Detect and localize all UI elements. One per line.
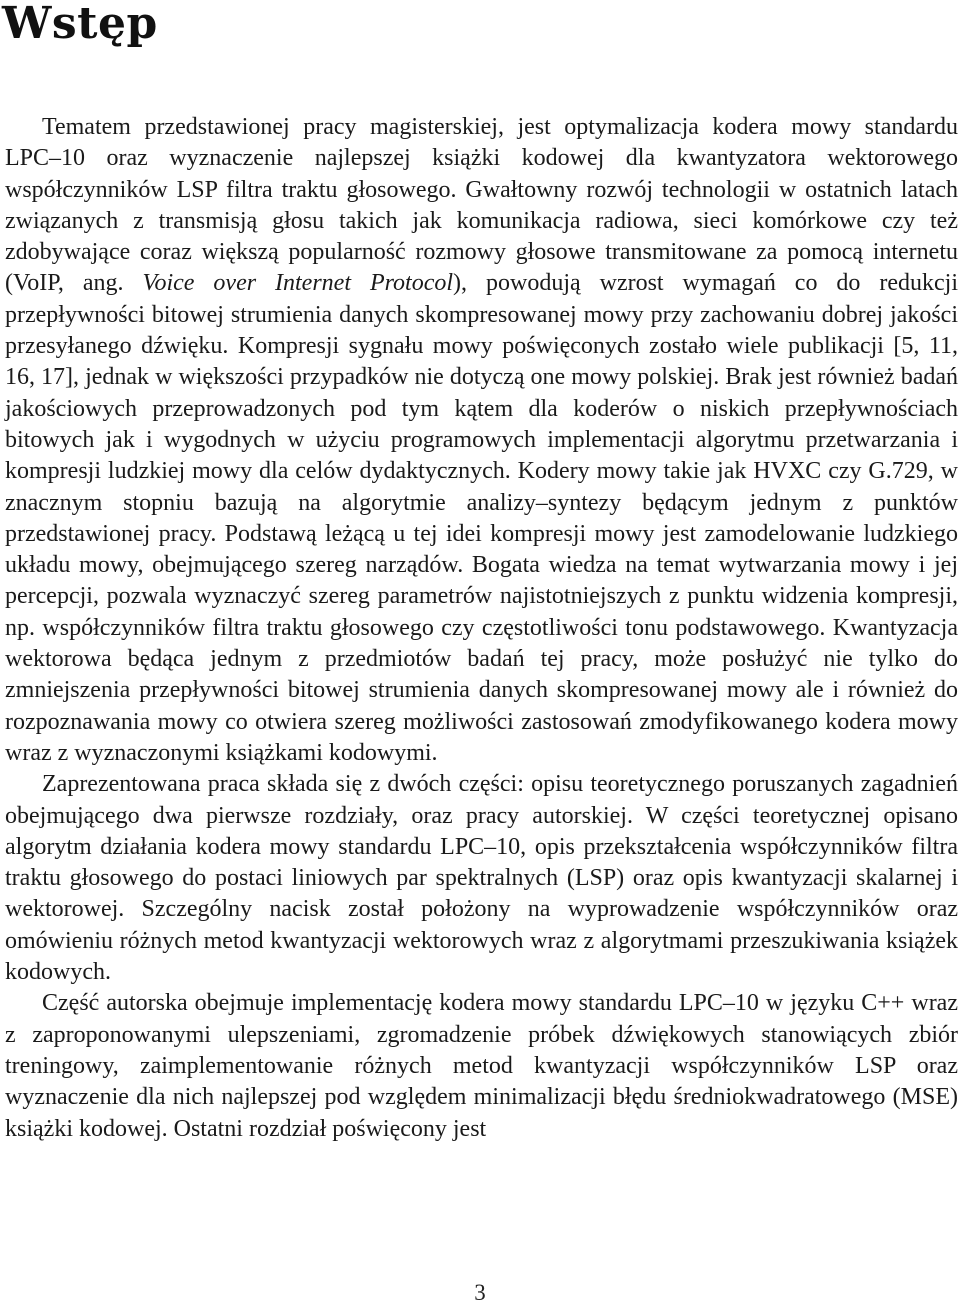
text-run: Część autorska obejmuje implementację kodera mowy standardu LPC–10 w języku C++ wraz z zaproponowanymi ulepszeniami, zgromadzenie próbek dźwiękowych stanowiących zbiór treningowy, zaimplementowanie różnych metod kwantyzacji współczynników LSP oraz wyznaczenie dla nich najlepszej pod względem minimalizacji błędu średniokwadratowego (MSE) książki kodowej. Ostatni rozdział poświęcony jest — [5, 990, 958, 1142]
chapter-title: Wstęp — [2, 0, 158, 49]
paragraph-2 — [5, 769, 958, 988]
page-number: 3 — [474, 1280, 486, 1305]
text-run: Tematem przedstawionej pracy magisterskiej, jest optymalizacja kodera mowy standardu LPC–10 oraz wyznaczenie najlepszej książki kodowej dla kwantyzatora wektorowego współczynników LSP filtra traktu głosowego. Gwałtowny rozwój technologii w ostatnich latach związanych z transmisją głosu takich jak komunikacja radiowa, sieci komórkowe czy też zdobywające coraz większą popularność rozmowy głosowe transmitowane za pomocą internetu (VoIP, ang. — [5, 114, 958, 297]
paragraph-1 — [5, 112, 958, 769]
text-run: Zaprezentowana praca składa się z dwóch części: opisu teoretycznego poruszanych zagadnień obejmującego dwa pierwsze rozdziały, oraz pracy autorskiej. W części teoretycznej opisano algorytm działania kodera mowy standardu LPC–10, opis przekształcenia współczynników filtra traktu głosowego do postaci liniowych par spektralnych (LSP) oraz opis kwantyzacji skalarnej i wektorowej. Szczególny nacisk został położony na wyprowadzenie współczynników oraz omówieniu różnych metod kwantyzacji wektorowych wraz z algorytmami przeszukiwania książek kodowych. — [5, 771, 958, 986]
italic-term: Voice over Internet Protocol — [142, 270, 454, 297]
body-text — [5, 112, 958, 1145]
text-run: ), powodują wzrost wymagań co do redukcji przepływności bitowej strumienia danych skompresowanej mowy przy zachowaniu dobrej jakości przesyłanego dźwięku. Kompresji sygnału mowy poświęconych zostało wiele publikacji [5, 11, 16, 17], jednak w większości przypadków nie dotyczą one mowy polskiej. Brak jest również badań jakościowych przeprowadzonych pod tym kątem dla koderów o niskich przepływnościach bitowych jak i wygodnych w użyciu programowych implementacji algorytmu przetwarzania i kompresji ludzkiej mowy dla celów dydaktycznych. Kodery mowy takie jak HVXC czy G.729, w znacznym stopniu bazują na algorytmie analizy–syntezy będącym jednym z punktów przedstawionej pracy. Podstawą leżącą u tej idei kompresji mowy jest zamodelowanie ludzkiego układu mowy, obejmującego szereg narządów. Bogata wiedza na temat wytwarzania mowy i jej percepcji, pozwala wyznaczyć szereg parametrów najistotniejszych z punktu widzenia kompresji, np. współczynników filtra traktu głosowego czy częstotliwości tonu podstawowego. Kwantyzacja wektorowa będąca jednym z przedmiotów badań tej pracy, może posłużyć nie tylko do zmniejszenia przepływności bitowej strumienia danych skompresowanej mowy ale i również do rozpoznawania mowy co otwiera szereg możliwości zastosowań zmodyfikowanego kodera mowy wraz z wyznaczonymi książkami kodowymi. — [5, 270, 959, 766]
paragraph-3 — [5, 988, 958, 1144]
